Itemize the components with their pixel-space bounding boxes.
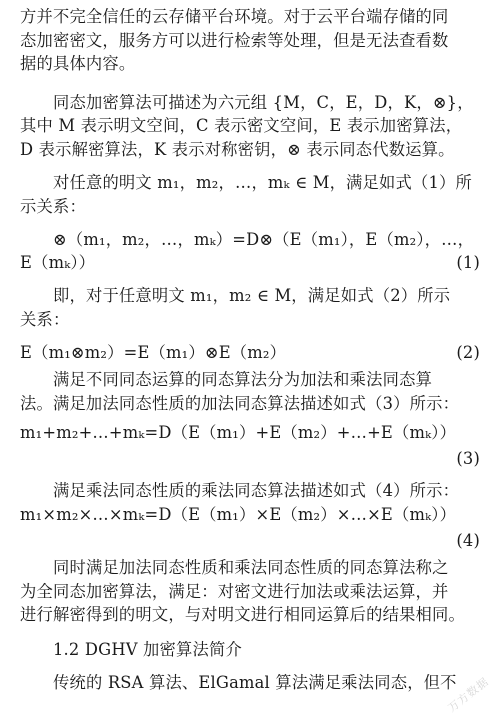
section-heading — [53, 639, 480, 661]
text-line — [20, 393, 480, 415]
line-text: 态加密密文，服务方可以进行检索等处理，但是无法查看数 — [20, 31, 449, 50]
line-text: 同时满足加法同态性质和乘法同态性质的同态算法称之 — [53, 558, 449, 577]
line-text: E（mₖ）） — [20, 253, 96, 272]
text-line — [20, 581, 480, 603]
line-text: 对任意的明文 m₁，m₂，…，mₖ ∈ M，满足如式（1）所 — [53, 173, 472, 192]
line-text: 满足乘法同态性质的乘法同态算法描述如式（4）所示： — [53, 481, 460, 500]
line-text: 进行解密得到的明文，与对明文进行相同运算后的结果相同。 — [20, 605, 465, 624]
line-text: 传统的 RSA 算法、ElGamal 算法满足乘法同态，但不 — [53, 673, 457, 692]
text-line — [20, 422, 480, 444]
line-text: 满足不同同态运算的同态算法分为加法和乘法同态算 — [53, 370, 433, 389]
text-line — [20, 115, 480, 137]
text-line — [20, 6, 480, 28]
line-text: 据的具体内容。 — [20, 54, 136, 73]
line-text: 方并不完全信任的云存储平台环境。对于云平台端存储的同 — [20, 7, 449, 26]
line-text: 法。满足加法同态性质的加法同态算法描述如式（3）所示： — [20, 394, 460, 413]
line-text: m₁+m₂+…+mₖ=D（E（m₁）+E（m₂）+…+E（mₖ）） — [20, 423, 457, 442]
text-line — [53, 285, 480, 307]
line-text: E（m₁⊗m₂）=E（m₁）⊗E（m₂） — [20, 343, 287, 362]
text-line — [53, 557, 480, 579]
text-line — [20, 53, 480, 75]
line-text: 其中 M 表示明文空间，C 表示密文空间，E 表示加密算法， — [20, 116, 463, 135]
equation-number: (2) — [456, 343, 480, 362]
text-line — [53, 92, 480, 114]
text-line — [53, 229, 480, 251]
text-line — [20, 309, 480, 331]
text-line — [20, 196, 480, 218]
equation-number: (3) — [456, 449, 480, 468]
text-line — [53, 480, 480, 502]
equation-number: (4) — [456, 531, 480, 550]
equation-number: (1) — [456, 253, 480, 272]
line-text: 为全同态加密算法，满足：对密文进行加法或乘法运算，并 — [20, 582, 449, 601]
line-text: 关系： — [20, 310, 70, 329]
line-text: D 表示解密算法，K 表示对称密钥，⊗ 表示同态代数运算。 — [20, 140, 455, 159]
text-line — [53, 672, 480, 694]
text-line — [20, 252, 480, 274]
text-line — [20, 139, 480, 161]
text-line — [53, 369, 480, 391]
text-line — [20, 504, 480, 526]
text-line — [53, 172, 480, 194]
text-line — [20, 30, 480, 52]
watermark: 万方数据 — [445, 674, 492, 715]
line-text: 即，对于任意明文 m₁，m₂ ∈ M，满足如式（2）所示 — [53, 286, 451, 305]
line-text: 示关系： — [20, 197, 86, 216]
text-line — [20, 342, 480, 364]
line-text: 1.2 DGHV 加密算法简介 — [53, 640, 242, 659]
line-text: m₁×m₂×…×mₖ=D（E（m₁）×E（m₂）×…×E（mₖ）） — [20, 505, 457, 524]
line-text: ⊗（m₁，m₂，…，mₖ）=D⊗（E（m₁），E（m₂），…， — [53, 230, 475, 249]
line-text: 同态加密算法可描述为六元组 {M，C，E，D，K，⊗}， — [53, 93, 474, 112]
text-line — [20, 604, 480, 626]
